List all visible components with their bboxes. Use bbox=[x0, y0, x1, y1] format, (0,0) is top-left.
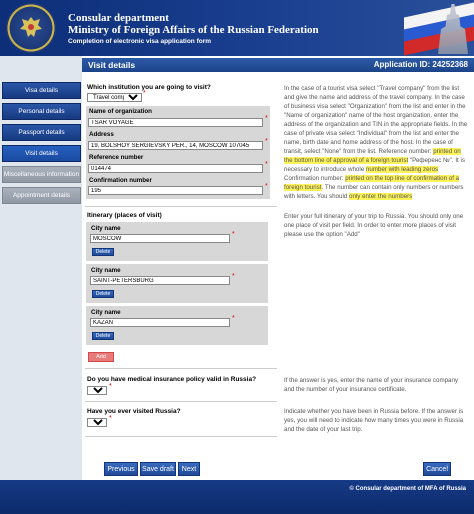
reference-number-label: Reference number bbox=[89, 154, 144, 161]
required-marker: * bbox=[232, 273, 235, 280]
confirmation-number-label: Confirmation number bbox=[89, 177, 152, 184]
institution-type-select[interactable] bbox=[87, 93, 142, 102]
next-button[interactable]: Next bbox=[178, 462, 200, 476]
required-marker: * bbox=[232, 231, 235, 238]
delete-city-button[interactable]: Delete bbox=[92, 290, 114, 298]
russian-flag-image bbox=[394, 0, 474, 56]
footer-copyright: © Consular department of MFA of Russia bbox=[349, 486, 466, 492]
institution-question: Which institution you are going to visit? bbox=[87, 84, 211, 91]
previous-button[interactable]: Previous bbox=[104, 462, 138, 476]
save-draft-button[interactable]: Save draft bbox=[140, 462, 176, 476]
required-marker: * bbox=[265, 183, 268, 190]
divider bbox=[85, 401, 277, 402]
section-title: Visit details bbox=[88, 60, 136, 70]
divider bbox=[85, 436, 277, 437]
required-marker: * bbox=[109, 415, 112, 422]
org-name-input[interactable] bbox=[88, 118, 263, 127]
footer bbox=[0, 480, 474, 514]
city-input[interactable] bbox=[90, 234, 230, 243]
itinerary-label: Itinerary (places of visit) bbox=[87, 212, 162, 219]
required-marker: * bbox=[265, 115, 268, 122]
city-input[interactable] bbox=[90, 318, 230, 327]
insurance-select[interactable] bbox=[87, 386, 107, 395]
reference-number-input[interactable] bbox=[88, 164, 263, 173]
application-id: Application ID: 24252368 bbox=[373, 60, 468, 69]
sidebar-item-personal-details[interactable]: Personal details bbox=[2, 103, 81, 120]
section-title-bar bbox=[82, 58, 474, 72]
sidebar-item-visa-details[interactable]: Visa details bbox=[2, 82, 81, 99]
address-label: Address bbox=[89, 131, 114, 138]
confirmation-number-input[interactable] bbox=[88, 186, 263, 195]
sidebar bbox=[0, 56, 82, 480]
city-name-label: City name bbox=[91, 225, 121, 232]
sidebar-item-appointment-details: Appointment details bbox=[2, 187, 81, 204]
city-name-label: City name bbox=[91, 309, 121, 316]
header bbox=[0, 0, 474, 56]
cancel-button[interactable]: Cancel bbox=[423, 462, 451, 476]
visited-help-text: Indicate whether you have been in Russia before. If the answer is yes, you will need to indicate how many times you were in Russia and the date of your last trip. bbox=[284, 408, 464, 433]
institution-help-text: In the case of a tourist visa select "Travel company" from the list and give the name and address of the travel company. In the case of business visa select "Organization" from the list and enter in the "Name of organization" name of the host organization. enter the address of the organization and TIN in the appropriate fields. In the case of private visa select "Individual" from the list and enter the name, birth date and home address of the host. In the case of transit, select "None" from the list. Reference number: printed on the bottom line of approval of a foreign tourist "Референс №". It is necessary to introduce whole number with leading zeros Confirmation number: printed on the top line of confirmation of a foreign tourist. The number can contain only numbers or numbers with letters. You should only enter the numbers bbox=[284, 85, 468, 200]
russian-emblem-logo bbox=[6, 3, 56, 53]
divider bbox=[85, 368, 277, 369]
delete-city-button[interactable]: Delete bbox=[92, 332, 114, 340]
required-marker: * bbox=[265, 138, 268, 145]
required-marker: * bbox=[109, 383, 112, 390]
visited-question: Have you ever visited Russia? bbox=[87, 408, 181, 415]
visited-select[interactable] bbox=[87, 418, 107, 427]
header-subtitle: Completion of electronic visa application form bbox=[68, 38, 212, 45]
sidebar-item-miscellaneous-information: Miscellaneous information bbox=[2, 166, 81, 183]
sidebar-item-visit-details[interactable]: Visit details bbox=[2, 145, 81, 162]
city-input[interactable] bbox=[90, 276, 230, 285]
city-name-label: City name bbox=[91, 267, 121, 274]
header-title-ministry: Ministry of Foreign Affairs of the Russian Federation bbox=[68, 24, 319, 36]
address-input[interactable] bbox=[88, 141, 263, 150]
delete-city-button[interactable]: Delete bbox=[92, 248, 114, 256]
add-city-button[interactable]: Add bbox=[88, 352, 114, 362]
required-marker: * bbox=[143, 90, 146, 97]
itinerary-help-text: Enter your full itinerary of your trip to Russia. You should only one one place of visit per field. In order to enter more places of visit please use the option "Add" bbox=[284, 213, 464, 238]
header-title-department: Consular department bbox=[68, 12, 169, 24]
double-headed-eagle-icon bbox=[14, 11, 48, 45]
org-name-label: Name of organization bbox=[89, 108, 152, 115]
insurance-help-text: If the answer is yes, enter the name of your insurance company and the number of your insurance certificate. bbox=[284, 377, 459, 393]
sidebar-item-passport-details[interactable]: Passport details bbox=[2, 124, 81, 141]
divider bbox=[85, 206, 277, 207]
insurance-question: Do you have medical insurance policy valid in Russia? bbox=[87, 376, 257, 383]
required-marker: * bbox=[232, 315, 235, 322]
required-marker: * bbox=[265, 161, 268, 168]
